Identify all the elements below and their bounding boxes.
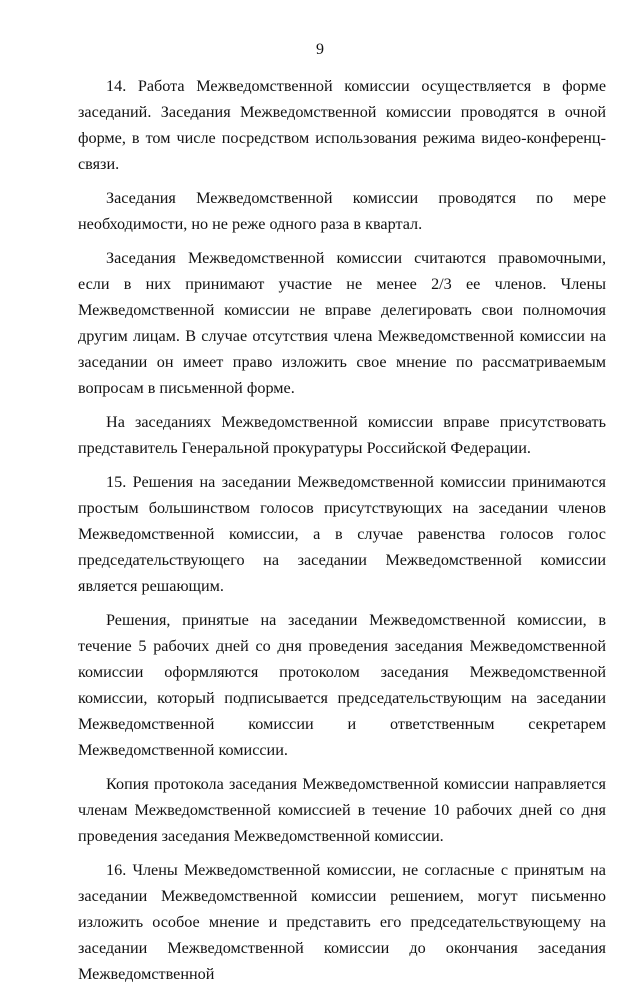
document-body (78, 73, 606, 987)
paragraph-15-decisions: 15. Решения на заседании Межведомственной комиссии принимаются простым большинством голосов присутствующих на заседании членов Межведомственной комиссии, а в случае равенства голосов голос председательствующего на заседании Межведомственной комиссии является решающим. (78, 473, 606, 595)
paragraph-16-dissenting-opinion: 16. Члены Межведомственной комиссии, не согласные с принятым на заседании Межведомственной комиссии решением, могут письменно изложить особое мнение и представить его председательствующему на заседании Межведомственной комиссии до окончания заседания Межведомственной (78, 861, 606, 983)
paragraph-protocol-copy: Копия протокола заседания Межведомственной комиссии направляется членам Межведомственной комиссией в течение 10 рабочих дней со дня проведения заседания Межведомственной комиссии. (78, 775, 606, 845)
paragraph-14-work-form: 14. Работа Межведомственной комиссии осуществляется в форме заседаний. Заседания Межведомственной комиссии проводятся в очной форме, в том числе посредством использования режима видео-конференц-связи. (78, 77, 606, 173)
page-number: 9 (316, 41, 324, 58)
paragraph-decision-protocol: Решения, принятые на заседании Межведомственной комиссии, в течение 5 рабочих дней со дня проведения заседания Межведомственной комиссии оформляются протоколом заседания Межведомственной комиссии, который подписывается председательствующим на заседании Межведомственной комиссии и ответственным секретарем Межведомственной комиссии. (78, 611, 606, 759)
paragraph-quorum: Заседания Межведомственной комиссии считаются правомочными, если в них принимают участие не менее 2/3 ее членов. Члены Межведомственной комиссии не вправе делегировать свои полномочия другим лицам. В случае отсутствия члена Межведомственной комиссии на заседании он имеет право изложить свое мнение по рассматриваемым вопросам в письменной форме. (78, 249, 606, 397)
paragraph-meeting-frequency: Заседания Межведомственной комиссии проводятся по мере необходимости, но не реже одного раза в квартал. (78, 189, 606, 233)
paragraph-prosecutor-attendance: На заседаниях Межведомственной комиссии вправе присутствовать представитель Генеральной прокуратуры Российской Федерации. (78, 413, 606, 457)
